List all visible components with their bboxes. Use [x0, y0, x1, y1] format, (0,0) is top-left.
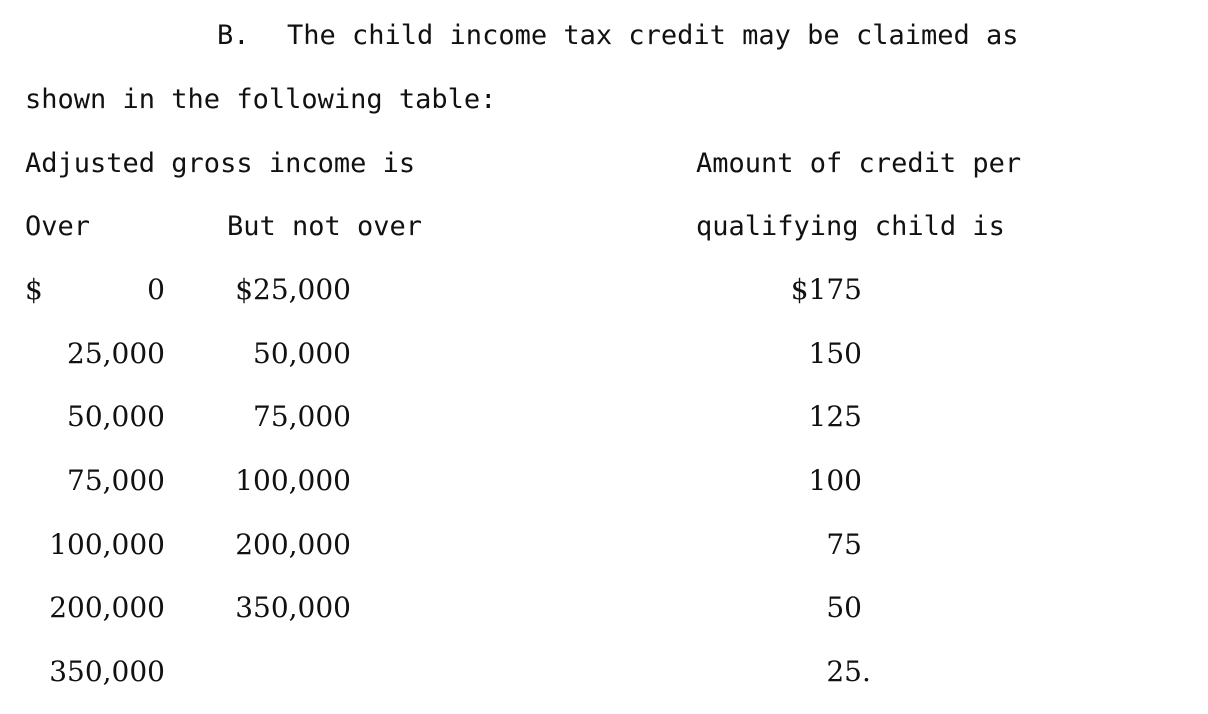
table-row-not-over: 200,000 — [235, 528, 351, 561]
cell-credit-value: 75 — [826, 528, 862, 561]
paragraph-continuation: shown in the following table: — [25, 84, 497, 115]
header-credit: Amount of credit per — [696, 148, 1022, 179]
cell-credit-value: 25 — [826, 655, 862, 688]
cell-credit-value: 50 — [826, 591, 862, 624]
table-row-not-over: $25,000 — [235, 273, 351, 306]
cell-over-value: 50,000 — [67, 400, 165, 433]
table-row-credit — [780, 400, 862, 433]
column-header-not-over: But not over — [227, 211, 423, 242]
cell-over-value: 350,000 — [49, 655, 165, 688]
cell-credit-value: $175 — [790, 273, 862, 306]
table-row-over — [25, 528, 165, 561]
cell-over-value: 200,000 — [49, 591, 165, 624]
table-row-not-over: 100,000 — [235, 464, 351, 497]
cell-credit-value: 100 — [808, 464, 862, 497]
column-header-over: Over — [25, 211, 91, 242]
header-income: Adjusted gross income is — [25, 148, 416, 179]
cell-credit-suffix: . — [862, 655, 871, 688]
table-row-credit — [780, 591, 862, 624]
column-header-credit: qualifying child is — [696, 211, 1005, 242]
table-row-credit — [780, 273, 862, 306]
cell-over-value: 75,000 — [67, 464, 165, 497]
table-row-not-over: 350,000 — [235, 591, 351, 624]
paragraph-first-line — [217, 22, 1019, 49]
cell-over-value: 25,000 — [67, 337, 165, 370]
cell-credit-value: 125 — [808, 400, 862, 433]
cell-over-value: 0 — [147, 273, 165, 306]
table-row-not-over: 50,000 — [253, 337, 351, 370]
cell-credit-value: 150 — [808, 337, 862, 370]
paragraph-label: B. — [217, 20, 250, 51]
table-row-over — [25, 464, 165, 497]
table-row-over — [25, 591, 165, 624]
cell-over-value: 100,000 — [49, 528, 165, 561]
table-row-credit — [780, 464, 862, 497]
table-row-credit — [780, 528, 862, 561]
table-row-over — [25, 400, 165, 433]
table-row-credit — [780, 337, 862, 370]
table-row-over — [25, 337, 165, 370]
table-row-over — [25, 273, 165, 306]
table-row-credit — [780, 655, 871, 688]
table-row-not-over: 75,000 — [253, 400, 351, 433]
table-row-over — [25, 655, 165, 688]
currency-symbol: $ — [25, 273, 43, 306]
paragraph-text: The child income tax credit may be claimed as — [287, 20, 1019, 51]
